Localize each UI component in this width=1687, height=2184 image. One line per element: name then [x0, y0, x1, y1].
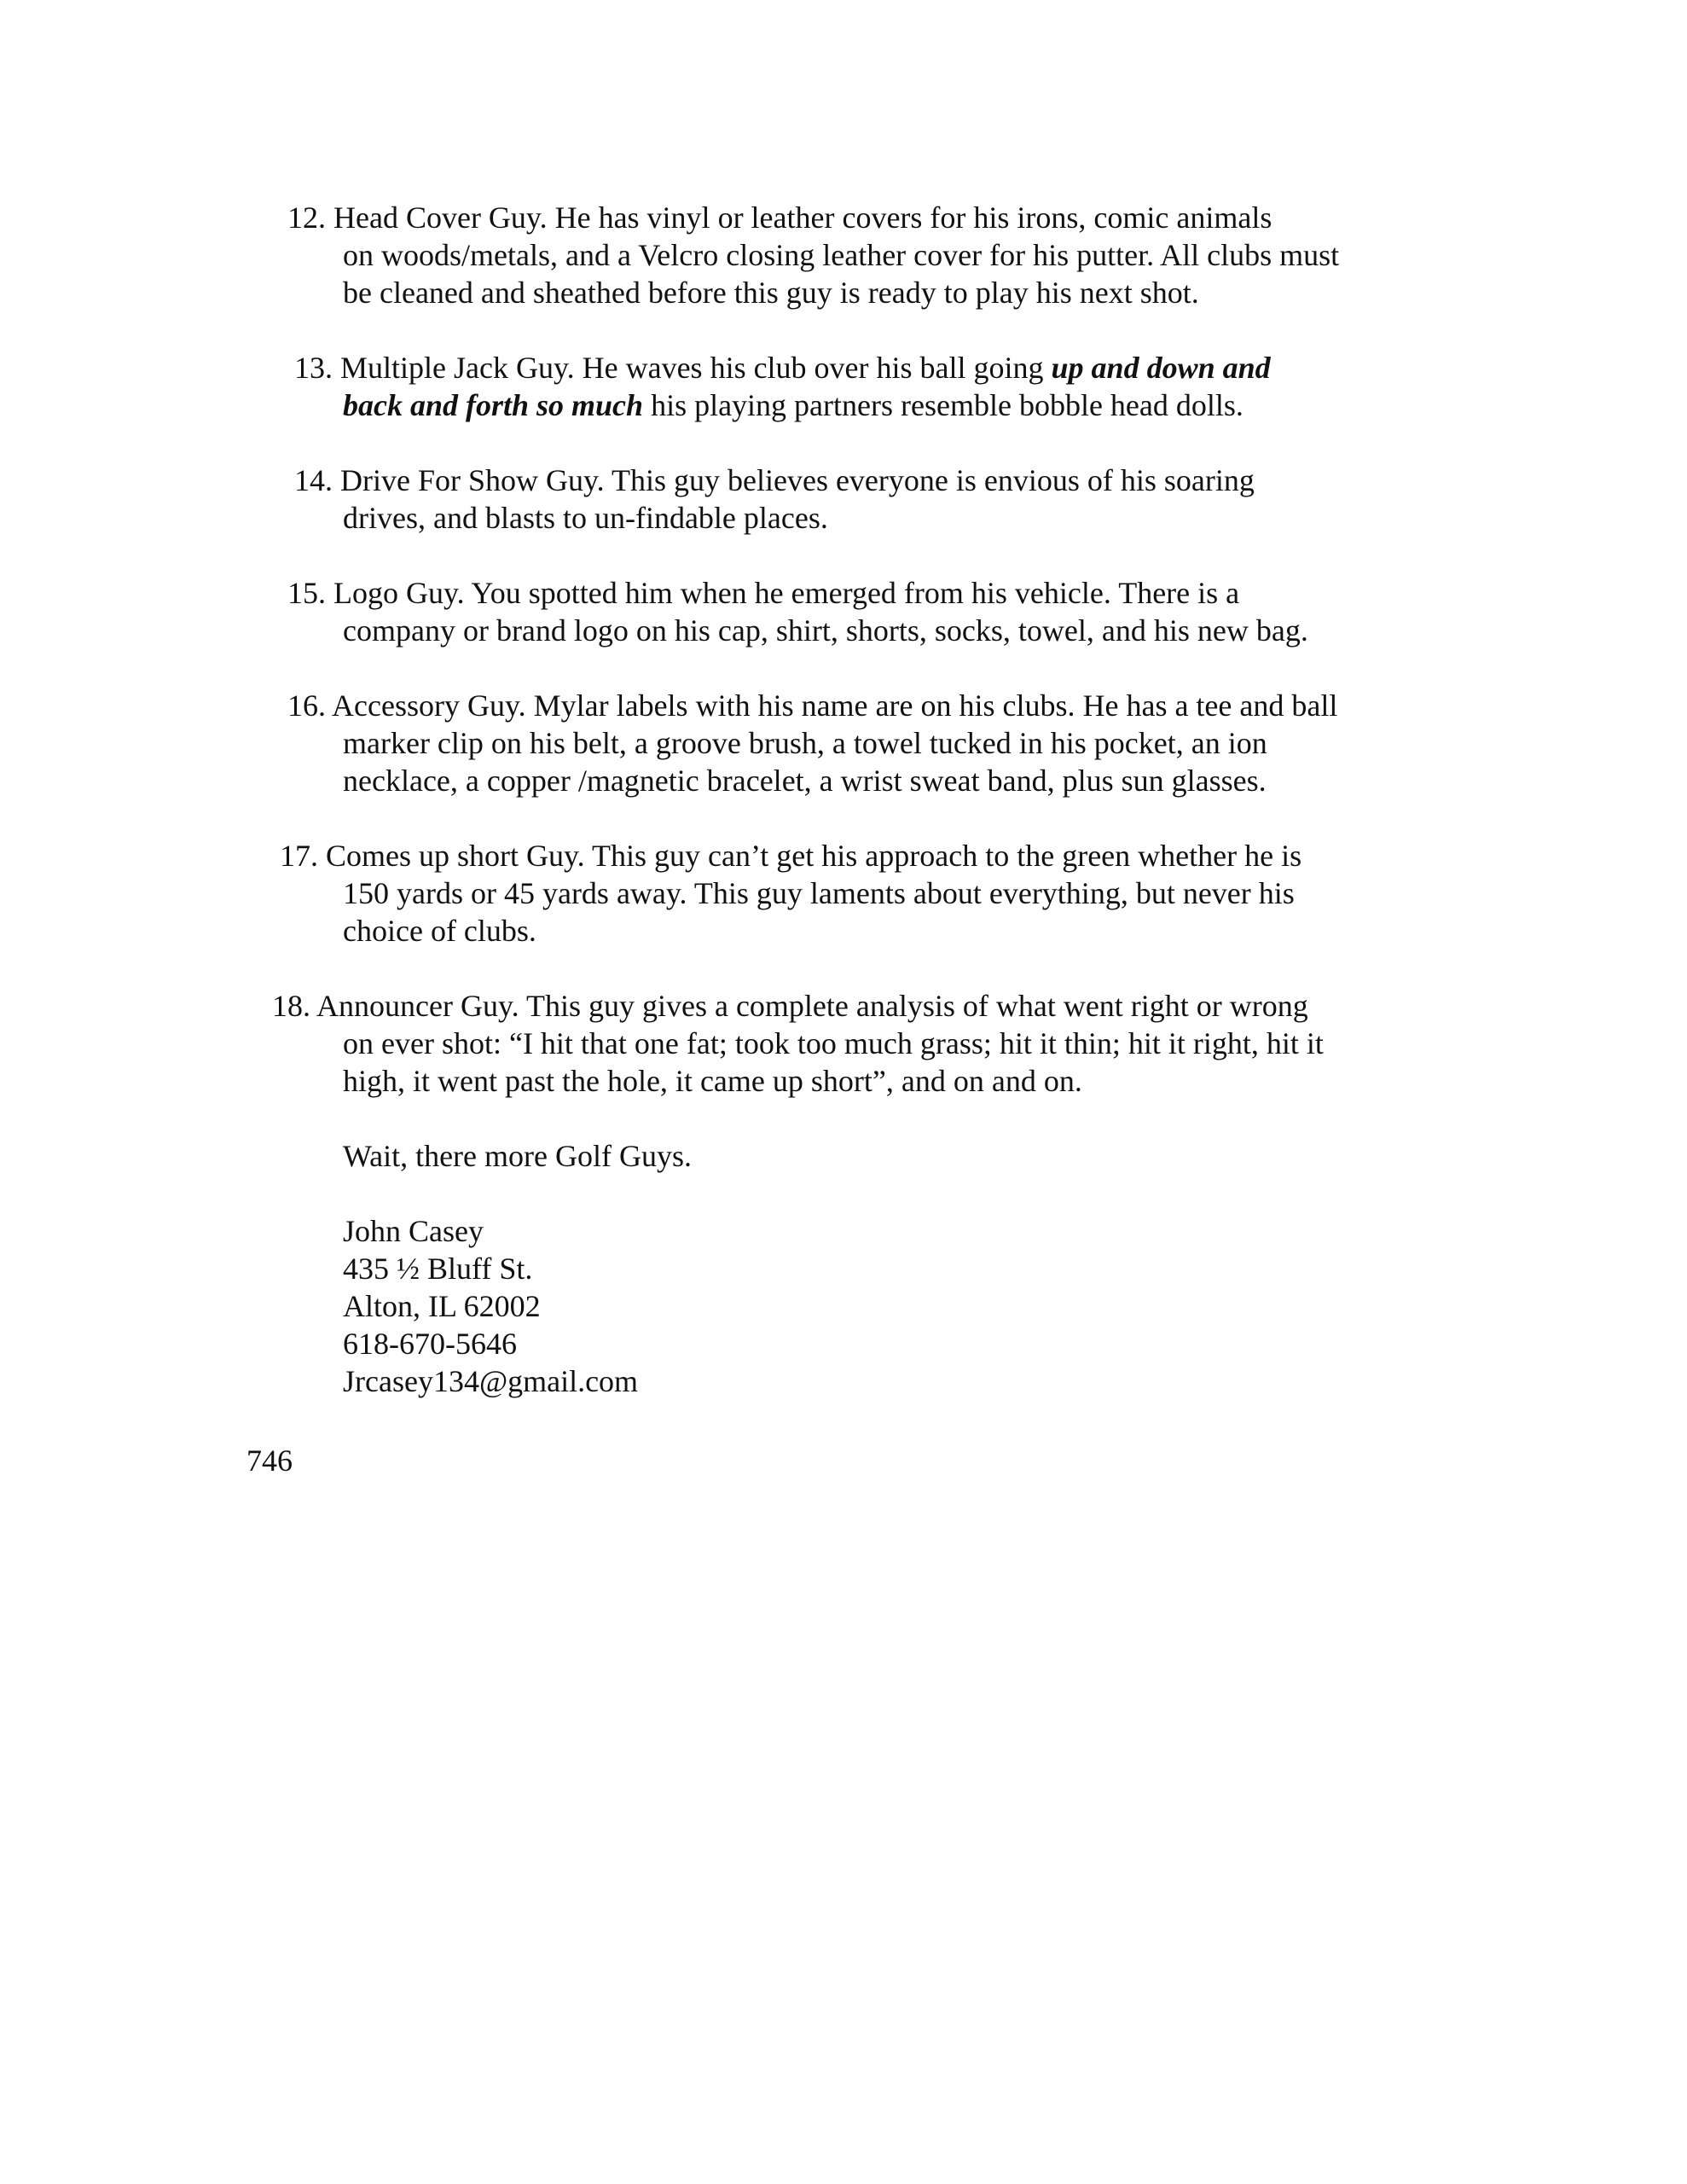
entry-13-line-2	[343, 386, 1244, 424]
contact-name: John Casey	[343, 1214, 484, 1248]
entry-13-line-1-emphasis: up and down and	[1051, 351, 1271, 385]
contact-city: Alton, IL 62002	[343, 1289, 541, 1323]
entry-12-line-3: be cleaned and sheathed before this guy is ready to play his next shot.	[343, 276, 1199, 310]
page-number: 746	[246, 1443, 293, 1478]
entry-13-line-2-text: his playing partners resemble bobble head dolls.	[643, 388, 1244, 422]
entry-12-line-2: on woods/metals, and a Velcro closing leather cover for his putter. All clubs must	[343, 238, 1340, 272]
entry-16-line-3: necklace, a copper /magnetic bracelet, a wrist sweat band, plus sun glasses.	[343, 764, 1267, 798]
contact-email: Jrcasey134@gmail.com	[343, 1364, 639, 1398]
entry-13-line-2-emphasis: back and forth so much	[343, 388, 644, 422]
entry-17-line-1: 17. Comes up short Guy. This guy can’t get his approach to the green whether he is	[280, 839, 1302, 873]
entry-17-line-2: 150 yards or 45 yards away. This guy laments about everything, but never his	[343, 876, 1295, 910]
entry-13-line-1	[294, 349, 1271, 386]
closing-text: Wait, there more Golf Guys.	[343, 1139, 692, 1173]
entry-18-line-2: on ever shot: “I hit that one fat; took too much grass; hit it thin; hit it right, hit it	[343, 1026, 1324, 1060]
contact-phone: 618-670-5646	[343, 1327, 517, 1361]
entry-16-line-1: 16. Accessory Guy. Mylar labels with his name are on his clubs. He has a tee and ball	[287, 688, 1338, 723]
entry-18-line-3: high, it went past the hole, it came up short”, and on and on.	[343, 1064, 1082, 1098]
entry-15-line-2: company or brand logo on his cap, shirt, shorts, socks, towel, and his new bag.	[343, 613, 1308, 648]
contact-street: 435 ½ Bluff St.	[343, 1252, 533, 1286]
entry-14-line-1: 14. Drive For Show Guy. This guy believes everyone is envious of his soaring	[294, 463, 1255, 497]
entry-13-line-1-text: 13. Multiple Jack Guy. He waves his club over his ball going	[294, 351, 1052, 385]
entry-12-line-1: 12. Head Cover Guy. He has vinyl or leather covers for his irons, comic animals	[287, 200, 1272, 235]
entry-16-line-2: marker clip on his belt, a groove brush, a towel tucked in his pocket, an ion	[343, 726, 1267, 760]
entry-15-line-1: 15. Logo Guy. You spotted him when he emerged from his vehicle. There is a	[287, 576, 1240, 610]
entry-18-line-1: 18. Announcer Guy. This guy gives a complete analysis of what went right or wrong	[272, 989, 1308, 1023]
entry-17-line-3: choice of clubs.	[343, 914, 536, 948]
entry-14-line-2: drives, and blasts to un-findable places.	[343, 501, 828, 535]
